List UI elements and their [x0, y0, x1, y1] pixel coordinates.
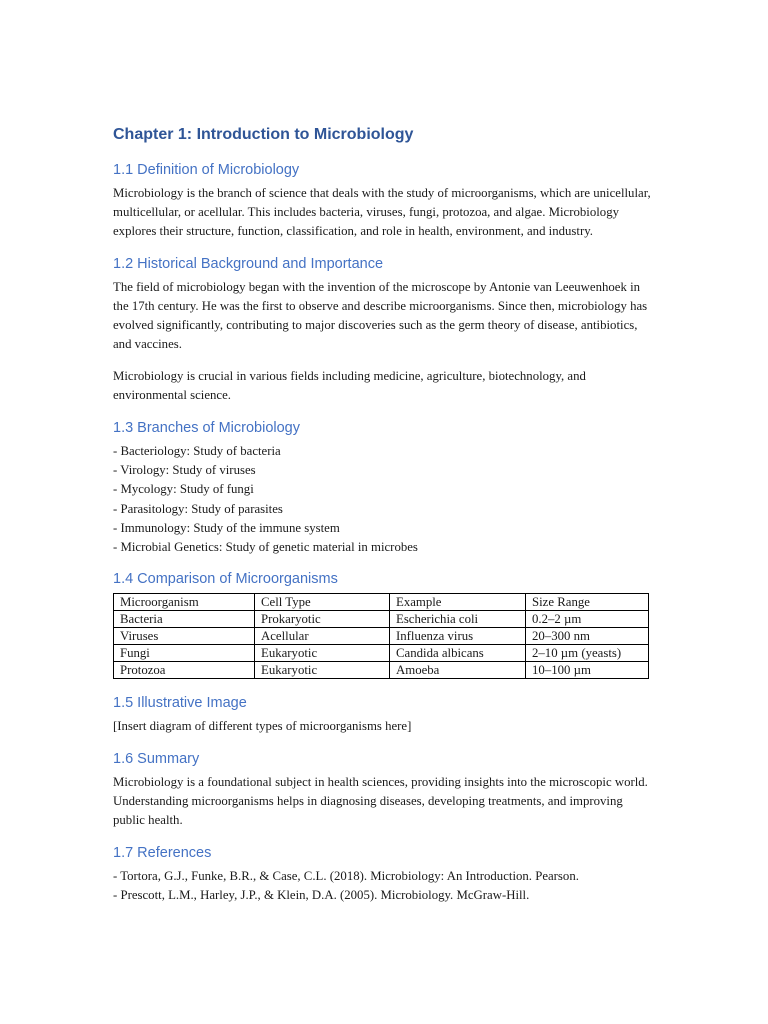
table-cell: Escherichia coli — [390, 611, 526, 628]
table-cell: Eukaryotic — [255, 662, 390, 679]
table-row — [114, 645, 649, 662]
chapter-title: Chapter 1: Introduction to Microbiology — [113, 126, 414, 143]
table-cell: Microorganism — [114, 594, 255, 611]
image-placeholder-text: [Insert diagram of different types of microorganisms here] — [113, 719, 412, 734]
table-cell: Bacteria — [114, 611, 255, 628]
list-item: - Prescott, L.M., Harley, J.P., & Klein, D.A. (2005). Microbiology. McGraw-Hill. — [113, 888, 530, 903]
list-item: - Tortora, G.J., Funke, B.R., & Case, C.L. (2018). Microbiology: An Introduction. Pearson. — [113, 869, 579, 884]
heading-history: 1.2 Historical Background and Importance — [113, 256, 384, 272]
list-item: - Microbial Genetics: Study of genetic material in microbes — [113, 540, 418, 555]
table-cell: Acellular — [255, 628, 390, 645]
table-cell: Influenza virus — [390, 628, 526, 645]
table-cell: Amoeba — [390, 662, 526, 679]
list-item: - Mycology: Study of fungi — [113, 482, 254, 497]
table-row — [114, 662, 649, 679]
table-cell: Viruses — [114, 628, 255, 645]
paragraph-summary: Microbiology is a foundational subject in health sciences, providing insights into the microscopic world. Understanding microorganisms helps in diagnosing diseases, developing treatments, and improving public health. — [113, 775, 648, 828]
table-cell: Eukaryotic — [255, 645, 390, 662]
table-cell: 0.2–2 µm — [526, 611, 649, 628]
heading-definition: 1.1 Definition of Microbiology — [113, 162, 300, 178]
table-cell: Example — [390, 594, 526, 611]
heading-references: 1.7 References — [113, 845, 212, 862]
list-item: - Bacteriology: Study of bacteria — [113, 444, 281, 458]
heading-image: 1.5 Illustrative Image — [113, 695, 247, 712]
heading-comparison: 1.4 Comparison of Microorganisms — [113, 571, 338, 588]
table-row — [114, 611, 649, 628]
list-item: - Virology: Study of viruses — [113, 463, 256, 478]
table-row — [114, 628, 649, 645]
branches-list — [113, 442, 653, 557]
table-cell: Prokaryotic — [255, 611, 390, 628]
table-header-row — [114, 594, 649, 611]
list-item: - Immunology: Study of the immune system — [113, 520, 340, 535]
document-body — [113, 124, 653, 918]
heading-summary: 1.6 Summary — [113, 751, 200, 768]
table-cell: Fungi — [114, 645, 255, 662]
table-cell: Protozoa — [114, 662, 255, 679]
comparison-table — [113, 593, 649, 679]
references-list — [113, 867, 653, 905]
table-cell: Cell Type — [255, 594, 390, 611]
paragraph-history-1: The field of microbiology began with the invention of the microscope by Antonie van Leeuwenhoek in the 17th century. He was the first to observe and describe microorganisms. Since then, microbiology has evolved significantly, contributing to major discoveries such as the germ theory of disease, antibiotics, and vaccines. — [113, 280, 648, 351]
heading-branches: 1.3 Branches of Microbiology — [113, 420, 300, 436]
table-cell: 20–300 nm — [526, 628, 649, 645]
table-cell: Candida albicans — [390, 645, 526, 662]
table-cell: Size Range — [526, 594, 649, 611]
paragraph-history-2: Microbiology is crucial in various fields including medicine, agriculture, biotechnology, and environmental science. — [113, 369, 586, 402]
table-cell: 10–100 µm — [526, 662, 649, 679]
list-item: - Parasitology: Study of parasites — [113, 501, 283, 516]
table-cell: 2–10 µm (yeasts) — [526, 645, 649, 662]
paragraph-definition: Microbiology is the branch of science that deals with the study of microorganisms, which are unicellular, multicellular, or acellular. This includes bacteria, viruses, fungi, protozoa, and algae. Microbiology explores their structure, function, classification, and role in health, environment, and industry. — [113, 186, 651, 238]
